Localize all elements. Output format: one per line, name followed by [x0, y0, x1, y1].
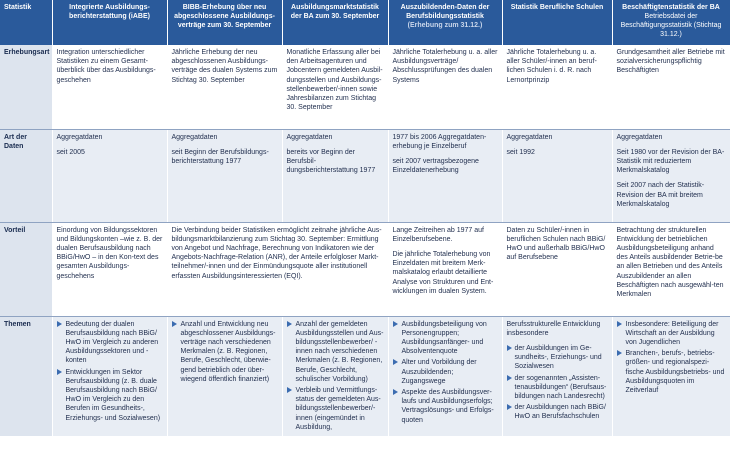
cell-vorteil-iabe: Einordung von Bildungssektoren und Bildungskonten –wie z. B. der dualen Berufsausbildung nach BBiG/HwO – in den Kon-text des gesamten Ausbildungs-geschehens — [52, 222, 167, 316]
cell-erhebungsart-besch: Grundgesamtheit aller Betriebe mit sozialversicherungspflichtig Beschäftigten — [612, 45, 730, 129]
list-item: Bedeutung der dualen Berufsausbildung nach BBiG/ HwO im Vergleich zu anderen Ausbildungssektoren und -konten — [57, 320, 163, 366]
themen-bibb-list — [172, 320, 278, 384]
themen-schulen-list — [507, 344, 608, 422]
art-markt-1: Aggregatdaten — [286, 133, 333, 141]
cell-themen-iabe — [52, 316, 167, 436]
header-row — [0, 0, 730, 45]
art-schulen-1: Aggregatdaten — [506, 133, 553, 141]
themen-markt-list — [287, 320, 384, 432]
list-item: der Ausbildungen im Ge-sundheits-, Erziehungs- und Sozialwesen — [507, 344, 608, 372]
art-markt-2: bereits vor Beginn der Berufsbil-dungsberichterstattung 1977 — [286, 148, 376, 175]
rowhead-erhebungsart: Erhebungsart — [0, 45, 52, 129]
list-item: Verbleib und Vermittlungs-status der gemeldeten Aus-bildungsstellenbewerber/-innen (eingemündet in Ausbildung, — [287, 386, 384, 432]
art-azubi-2: seit 2007 vertragsbezogene Einzeldatenerhebung — [392, 157, 479, 175]
header-bibb: BIBB-Erhebung über neu abgeschlossene Ausbildungs-verträge zum 30. September — [167, 0, 282, 45]
header-markt: Ausbildungsmarktstatistik der BA zum 30. September — [282, 0, 388, 45]
list-item: Aspekte des Ausbildungsver-laufs und Ausbildungserfolgs; Vertragslösungs- und Erfolgs-quoten — [393, 388, 498, 425]
triangle-bullet-icon — [617, 321, 622, 327]
art-bibb-2: seit Beginn der Berufsbildungs-berichterstattung 1977 — [171, 148, 269, 165]
row-erhebungsart — [0, 45, 730, 129]
cell-erhebungsart-iabe: Integration unterschiedlicher Statistiken zu einem Gesamt-überblick über das Ausbildungs-geschehen — [52, 45, 167, 129]
header-schulen: Statistik Berufliche Schulen — [502, 0, 612, 45]
header-besch: Beschäftigtenstatistik der BA Betriebsdatei der Beschäftigungsstatistik (Stichtag 31.12.) — [612, 0, 730, 45]
art-bibb-1: Aggregatdaten — [171, 133, 218, 141]
themen-schulen-intro: Berufsstrukturelle Entwicklung insbesondere — [506, 320, 601, 337]
header-statistik: Statistik — [0, 0, 52, 45]
cell-vorteil-azubi — [388, 222, 502, 316]
triangle-bullet-icon — [172, 321, 177, 327]
row-art — [0, 129, 730, 222]
header-azubi-sub: (Erhebung zum 31.12.) — [407, 22, 483, 29]
row-vorteil — [0, 222, 730, 316]
list-item: Ausbildungsbeteiligung von Personengruppen; Ausbildungsanfänger- und Absolventenquote — [393, 320, 498, 357]
row-themen — [0, 316, 730, 436]
cell-art-schulen — [502, 129, 612, 222]
cell-themen-markt — [282, 316, 388, 436]
header-besch-sub: Betriebsdatei der Beschäftigungsstatistik (Stichtag 31.12.) — [620, 13, 722, 38]
triangle-bullet-icon — [393, 321, 398, 327]
art-iabe-2: seit 2005 — [56, 148, 85, 156]
rowhead-themen: Themen — [0, 316, 52, 436]
vorteil-azubi-1: Lange Zeitreihen ab 1977 auf Einzelberufsebene. — [392, 226, 484, 243]
vorteil-azubi-2: Die jährliche Totalerhebung von Einzeldaten mit breitem Merk-malskatalog erlaubt detaillierte Analyse von Strukturen und Ent-wicklungen im dualen System. — [392, 250, 494, 295]
cell-art-bibb — [167, 129, 282, 222]
header-azubi: Auszubildenden-Daten der Berufsbildungsstatistik (Erhebung zum 31.12.) — [388, 0, 502, 45]
triangle-bullet-icon — [507, 404, 512, 410]
triangle-bullet-icon — [393, 389, 398, 395]
cell-art-besch — [612, 129, 730, 222]
triangle-bullet-icon — [507, 375, 512, 381]
themen-iabe-list — [57, 320, 163, 423]
art-besch-1: Aggregatdaten — [616, 133, 663, 141]
cell-vorteil-besch: Betrachtung der strukturellen Entwicklung der betrieblichen Ausbildungsbeteiligung anhand des Anteils ausbildender Betrie-be an allen Betrieben und des Anteils Auszubildender an allen Beschäftigten nach ausgewähl-ten Merkmalen — [612, 222, 730, 316]
list-item: der Ausbildungen nach BBiG/ HwO an Berufsfachschulen — [507, 403, 608, 421]
cell-themen-schulen — [502, 316, 612, 436]
themen-azubi-list — [393, 320, 498, 425]
triangle-bullet-icon — [57, 321, 62, 327]
cell-themen-besch — [612, 316, 730, 436]
list-item: Entwicklungen im Sektor Berufsausbildung (z. B. duale Berufsausbildung nach BBiG/ HwO im Vergleich zu den Berufen im Gesundheits-, Erziehungs- und Sozialwesen) — [57, 368, 163, 423]
cell-erhebungsart-bibb: Jährliche Erhebung der neu abgeschlossenen Ausbildungs-verträge des dualen Systems zum Stichtag 30. September — [167, 45, 282, 129]
header-iabe: Integrierte Ausbildungs-berichterstattung (iABE) — [52, 0, 167, 45]
cell-vorteil-schulen: Daten zu Schüler/-innen in beruflichen Schulen nach BBiG/ HwO und außerhalb BBiG/HwO auf Berufsebene — [502, 222, 612, 316]
art-besch-3: Seit 2007 nach der Statistik-Revision der BA mit breitem Merkmalskatalog — [616, 182, 705, 208]
cell-art-azubi — [388, 129, 502, 222]
triangle-bullet-icon — [287, 387, 292, 393]
cell-themen-bibb — [167, 316, 282, 436]
themen-besch-list — [617, 320, 726, 396]
cell-art-iabe — [52, 129, 167, 222]
triangle-bullet-icon — [393, 359, 398, 365]
list-item: Branchen-, berufs-, betriebs-größen- und regionalspezi-fische Ausbildungsbetriebs- und Ausbildungsquoten im Zeitverlauf — [617, 349, 726, 395]
list-item: Alter und Vorbildung der Auszubildenden; Zugangswege — [393, 358, 498, 386]
list-item: der sogenannten „Assisten-tenausbildungen“ (Berufsaus-bildungen nach Landesrecht) — [507, 374, 608, 402]
triangle-bullet-icon — [57, 369, 62, 375]
rowhead-vorteil: Vorteil — [0, 222, 52, 316]
cell-art-markt — [282, 129, 388, 222]
triangle-bullet-icon — [507, 345, 512, 351]
rowhead-art: Art der Daten — [0, 129, 52, 222]
list-item: Anzahl der gemeldeten Ausbildungsstellen und Aus-bildungsstellenbewerber/ -innen nach verschiedenen Merkmalen (z. B. Regionen, Berufe, Geschlecht, schulischer Vorbildung) — [287, 320, 384, 384]
cell-themen-azubi — [388, 316, 502, 436]
list-item: Insbesondere: Beteiligung der Wirtschaft an der Ausbildung von Jugendlichen — [617, 320, 726, 348]
art-schulen-2: seit 1992 — [506, 148, 535, 156]
art-besch-2: Seit 1980 vor der Revision der BA-Statistik mit reduziertem Merkmalskatalog — [616, 148, 725, 175]
triangle-bullet-icon — [617, 350, 622, 356]
triangle-bullet-icon — [287, 321, 292, 327]
cell-erhebungsart-azubi: Jährliche Totalerhebung u. a. aller Ausbildungsverträge/ Abschlussprüfungen des dualen Systems — [388, 45, 502, 129]
cell-erhebungsart-schulen: Jährliche Totalerhebung u. a. aller Schüler/-innen an beruf-lichen Schulen i. d. R. nach Lernortprinzip — [502, 45, 612, 129]
art-azubi-1: 1977 bis 2006 Aggregatdaten-erhebung je Einzelberuf — [392, 133, 487, 150]
cell-vorteil-bibb-markt: Die Verbindung beider Statistiken ermöglicht zeitnahe jährliche Aus-bildungsmarktbilanzierung zum Stichtag 30. September: Ermittlung von Angebot und Nachfrage, Berechnung von Indikatoren wie der Angebots-Nachfrage-Relation (ANR), der Anteile erfolgloser Markt-teilnehmer/-innen und der Einmündungsquote aller institutionell erfassten Ausbildungsinteressierten (EQI). — [167, 222, 388, 316]
art-iabe-1: Aggregatdaten — [56, 133, 103, 141]
cell-erhebungsart-markt: Monatliche Erfassung aller bei den Arbeitsagenturen und Jobcentern gemeldeten Ausbil-dungsstellen und Ausbildungs-stellenbewerber/-innen sowie Jahresbilanzen zum Stichtag 30. September — [282, 45, 388, 129]
list-item: Anzahl und Entwicklung neu abgeschlossener Ausbildungs-verträge nach verschiedenen Merkmalen (z. B. Regionen, Berufe, Geschlecht, überwie-gend betrieblich oder über-wiegend öffentlich finanziert) — [172, 320, 278, 384]
